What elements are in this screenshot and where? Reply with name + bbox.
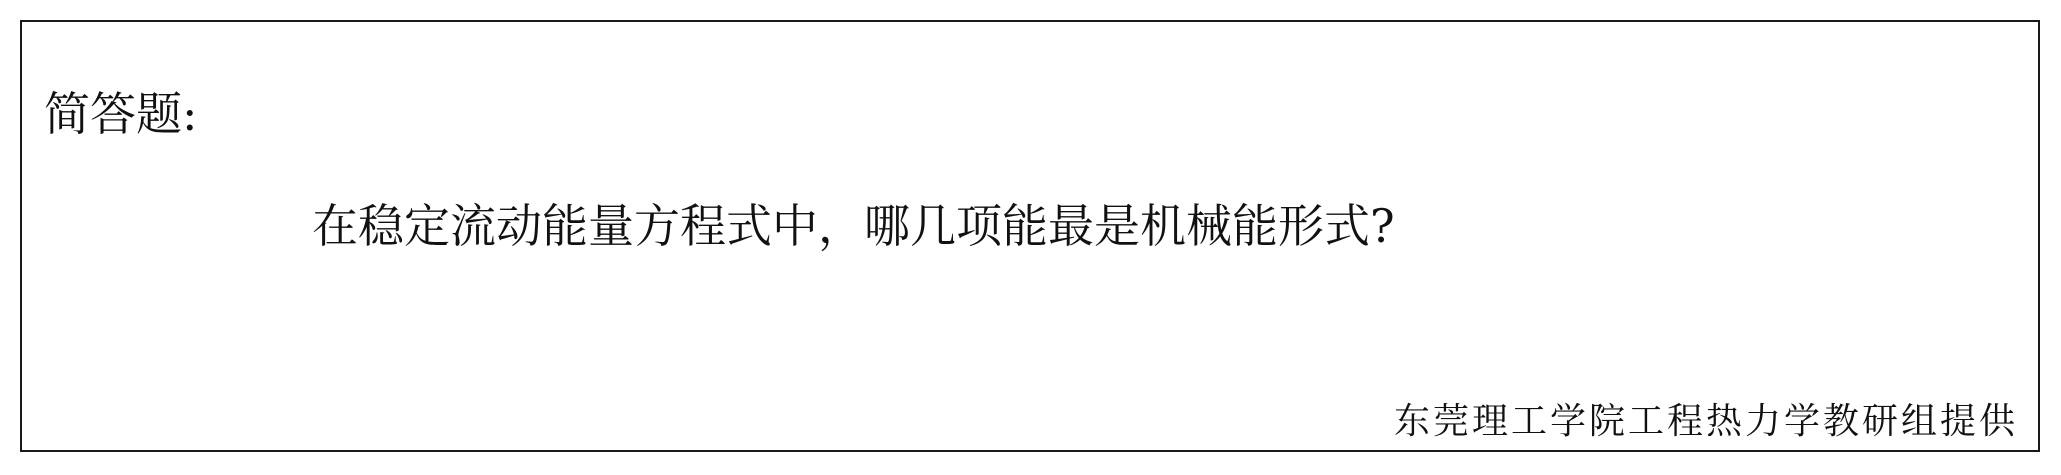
question-card bbox=[20, 20, 2040, 452]
section-heading: 简答题: bbox=[44, 87, 198, 141]
question-text: 在稳定流动能量方程式中，哪几项能最是机械能形式? bbox=[312, 199, 1395, 253]
source-credit: 东莞理工学院工程热力学教研组提供 bbox=[1393, 401, 2018, 442]
